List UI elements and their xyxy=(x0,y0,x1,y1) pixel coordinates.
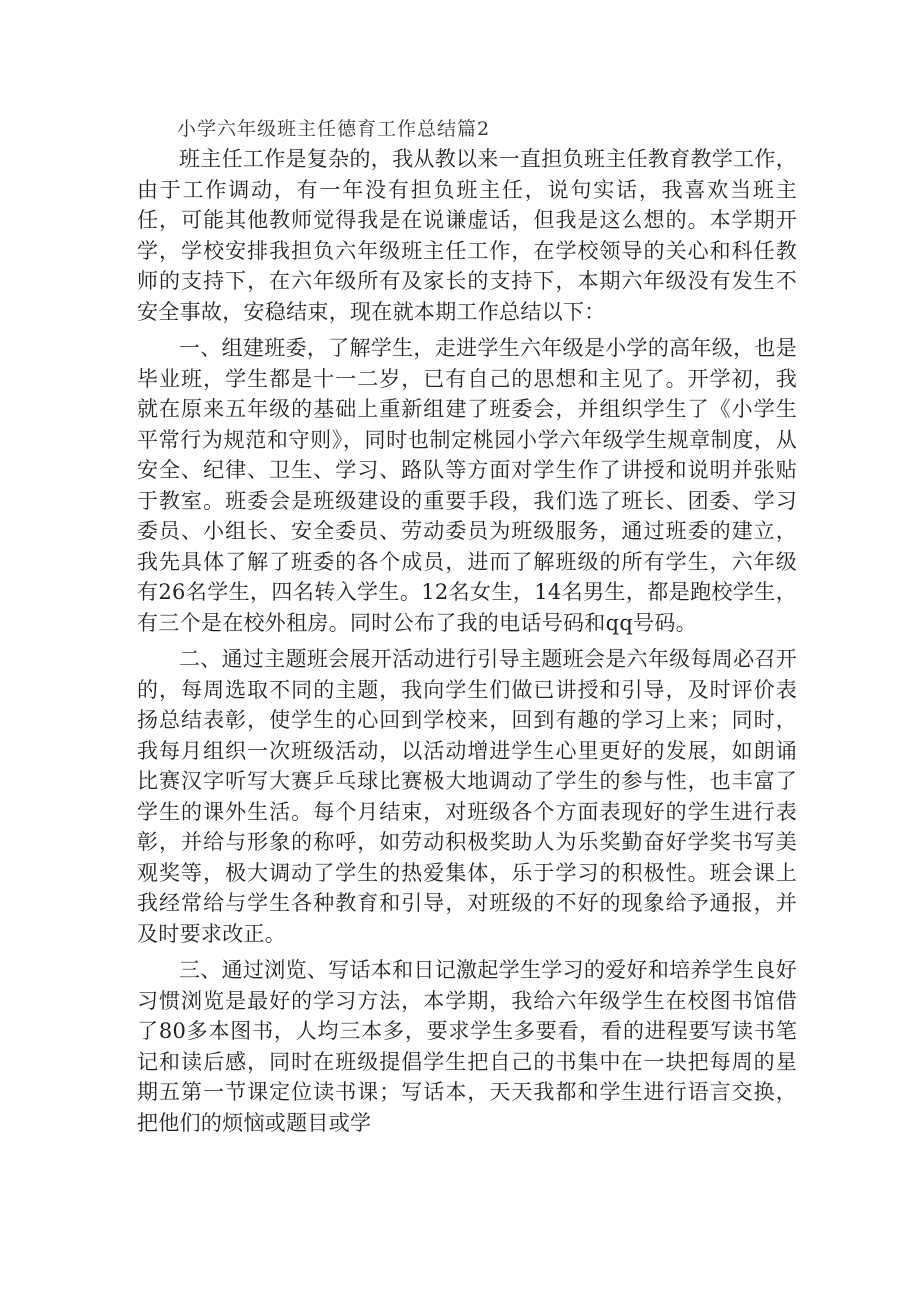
intro-paragraph: 班主任工作是复杂的，我从教以来一直担负班主任教育教学工作，由于工作调动，有一年没有担负班主任，说句实话，我喜欢当班主任，可能其他教师觉得我是在说谦虚话，但我是这么想的。本学期开学，学校安排我担负六年级班主任工作，在学校领导的关心和科任教师的支持下，在六年级所有及家长的支持下，本期六年级没有发生不安全事故，安稳结束，现在就本期工作总结以下： xyxy=(137,147,797,324)
document-title: 小学六年级班主任德育工作总结篇2 xyxy=(177,118,491,140)
section-one-paragraph: 一、组建班委，了解学生，走进学生六年级是小学的高年级，也是毕业班，学生都是十一二岁，已有自己的思想和主见了。开学初，我就在原来五年级的基础上重新组建了班委会，并组织学生了《小学生平常行为规范和守则》，同时也制定桃园小学六年级学生规章制度，从安全、纪律、卫生、学习、路队等方面对学生作了讲授和说明并张贴于教室。班委会是班级建设的重要手段，我们选了班长、团委、学习委员、小组长、安全委员、劳动委员为班级服务，通过班委的建立，我先具体了解了班委的各个成员，进而了解班级的所有学生，六年级有26名学生，四名转入学生。12名女生，14名男生，都是跑校学生，有三个是在校外租房。同时公布了我的电话号码和qq号码。 xyxy=(137,336,797,635)
section-three-paragraph: 三、通过浏览、写话本和日记激起学生学习的爱好和培养学生良好习惯浏览是最好的学习方法，本学期，我给六年级学生在校图书馆借了80多本图书，人均三本多，要求学生多要看，看的进程要写读书笔记和读后感，同时在班级提倡学生把自己的书集中在一块把每周的星期五第一节课定位读书课；写话本，天天我都和学生进行语言交换，把他们的烦恼或题目或学 xyxy=(137,958,797,1135)
document-body xyxy=(137,114,797,1138)
section-two-paragraph: 二、通过主题班会展开活动进行引导主题班会是六年级每周必召开的，每周选取不同的主题，我向学生们做已讲授和引导，及时评价表扬总结表彰，使学生的心回到学校来，回到有趣的学习上来；同时，我每月组织一次班级活动，以活动增进学生心里更好的发展，如朗诵比赛汉字听写大赛乒乓球比赛极大地调动了学生的参与性，也丰富了学生的课外生活。每个月结束，对班级各个方面表现好的学生进行表彰，并给与形象的称呼，如劳动积极奖助人为乐奖勤奋好学奖书写美观奖等，极大调动了学生的热爱集体，乐于学习的积极性。班会课上我经常给与学生各种教育和引导，对班级的不好的现象给予通报，并及时要求改正。 xyxy=(137,647,797,946)
